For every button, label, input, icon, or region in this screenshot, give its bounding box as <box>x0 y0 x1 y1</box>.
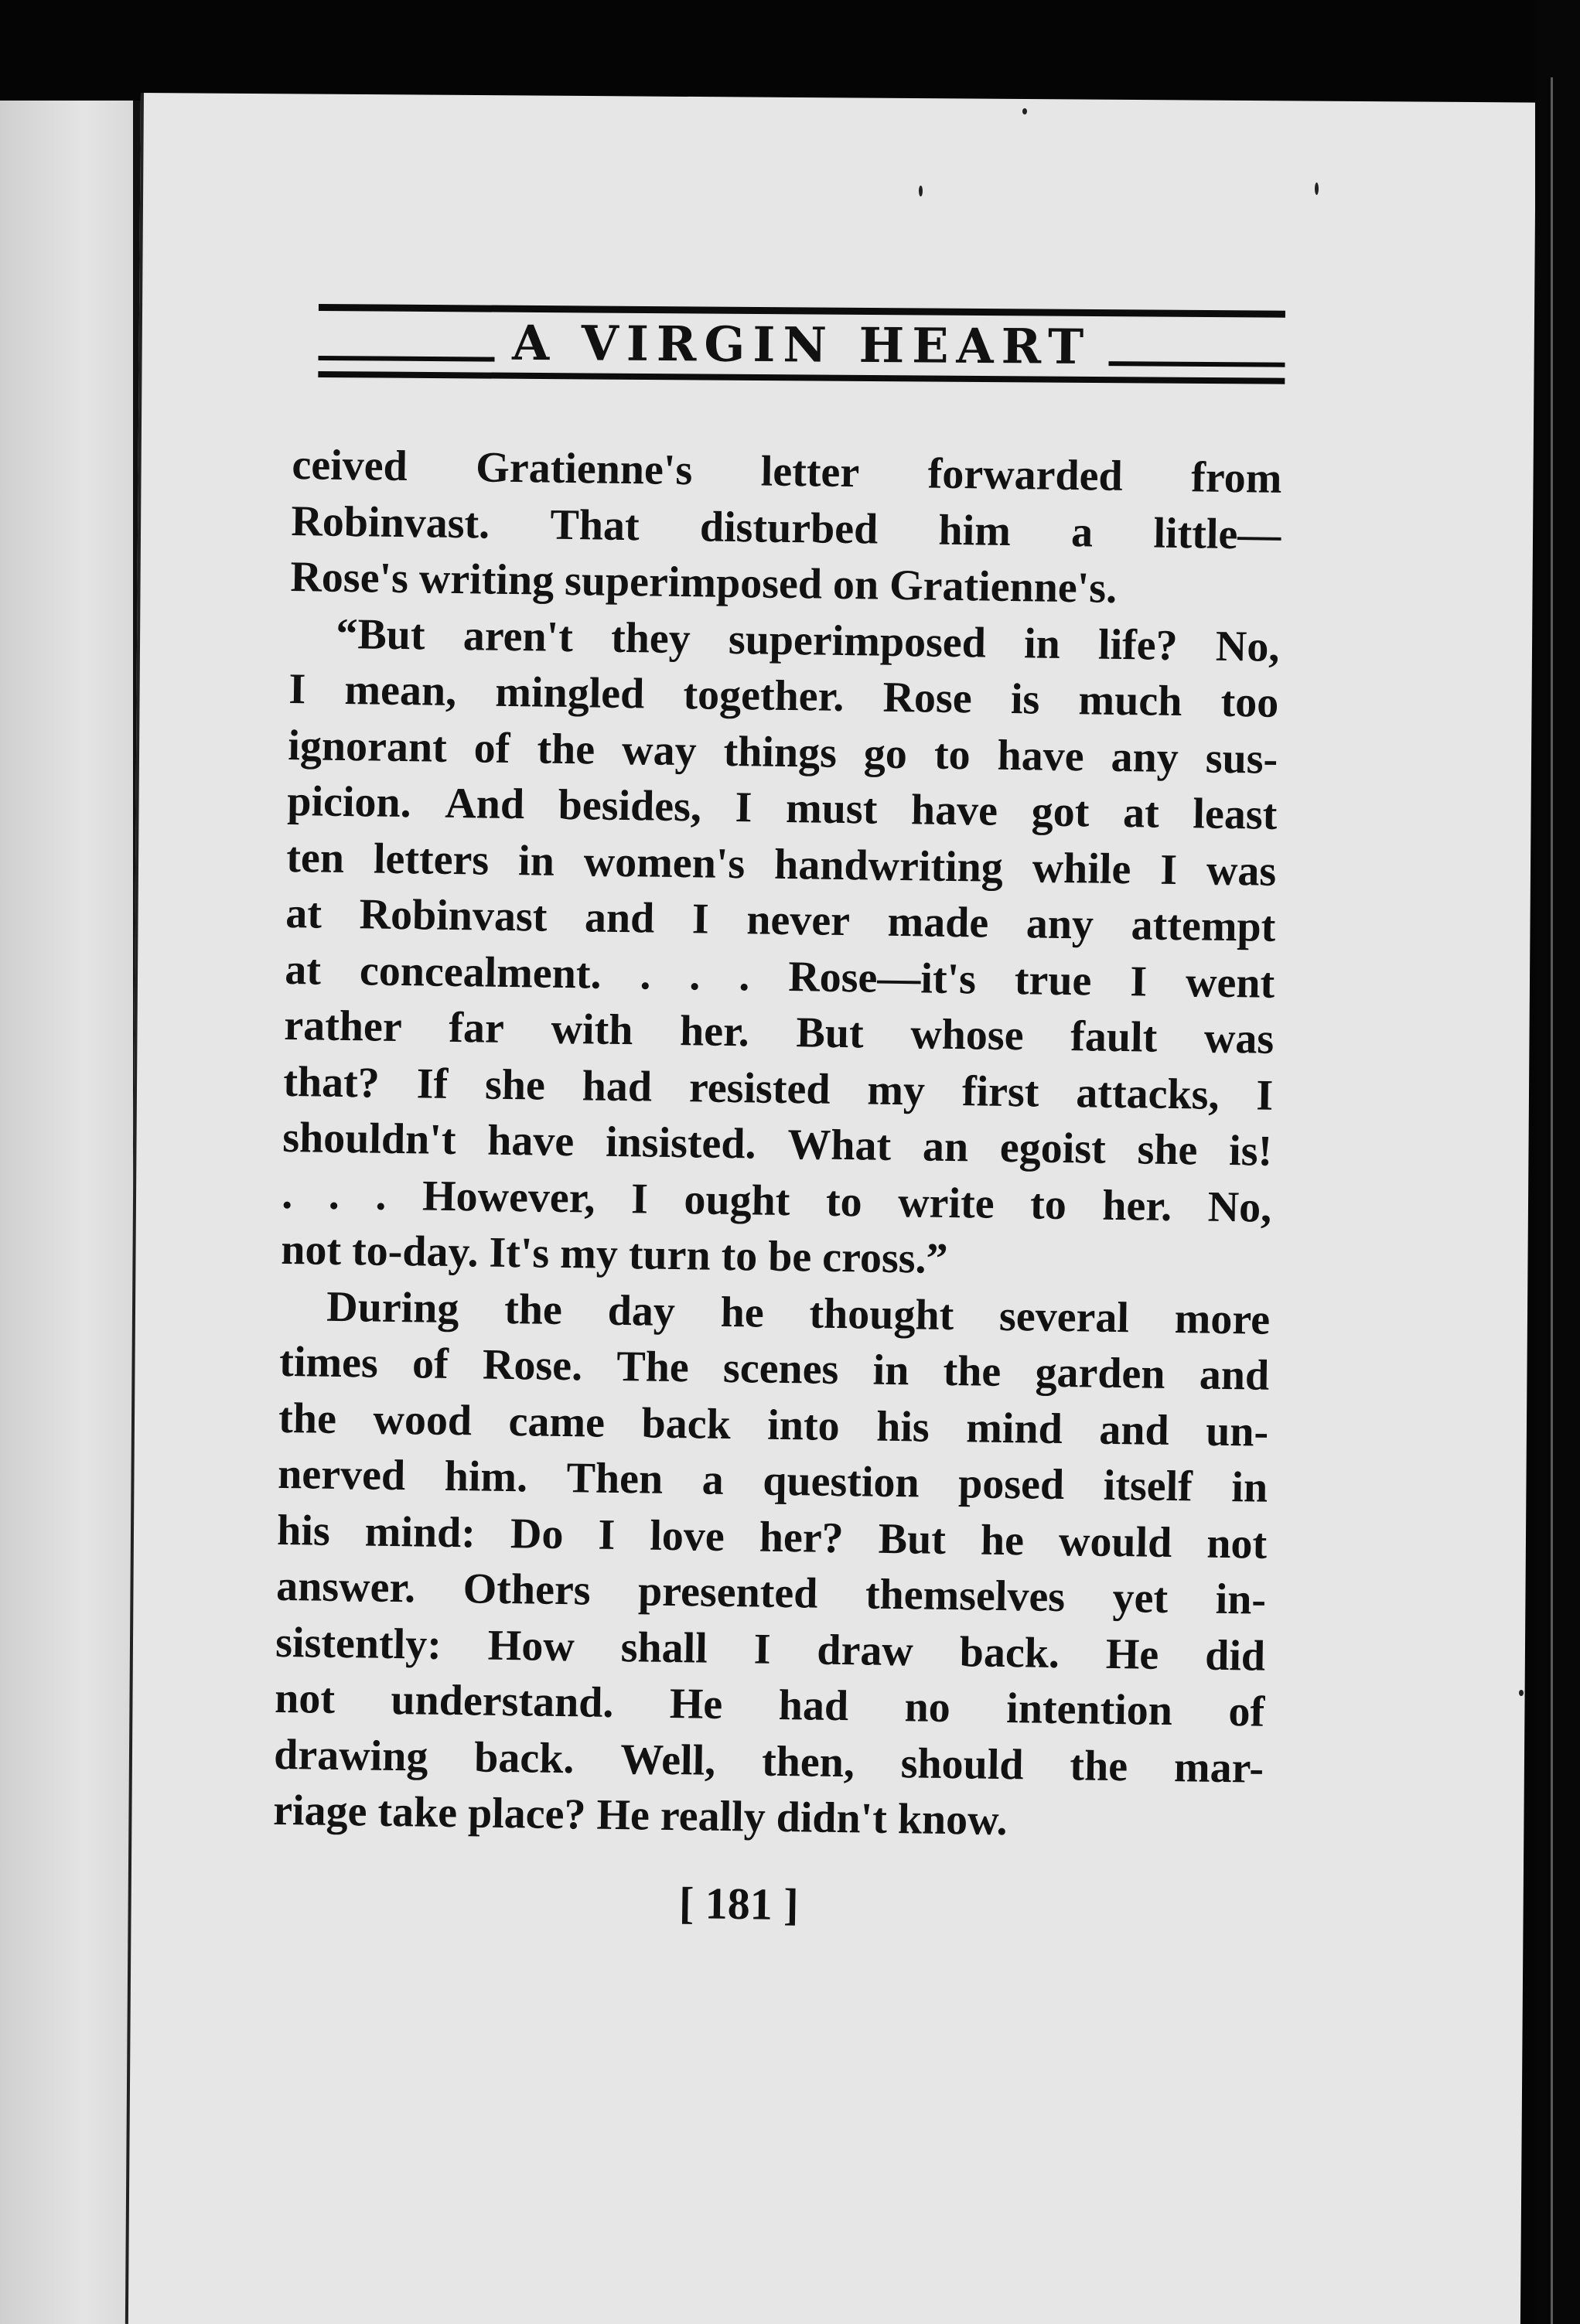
text-line: drawing back. Well, then, should the mar- <box>273 1730 1264 1793</box>
running-header <box>318 304 1285 384</box>
header-rule-left <box>318 356 495 362</box>
scan-speck <box>1022 108 1027 114</box>
scan-speck <box>1519 1690 1524 1696</box>
text-line: times of Rose. The scenes in the garden and <box>278 1337 1270 1400</box>
text-line: “But aren't they superimposed in life? No, <box>336 609 1280 671</box>
header-row <box>318 314 1285 375</box>
text-line: During the day he thought several more <box>326 1282 1271 1344</box>
scan-speck <box>1315 183 1319 195</box>
text-line: . . . However, I ought to write to her. No, <box>281 1169 1272 1232</box>
text-line: riage take place? He really didn't know. <box>272 1786 1008 1845</box>
text-line: ignorant of the way things go to have any sus- <box>288 721 1278 783</box>
text-line: shouldn't have insisted. What an egoist she is! <box>282 1113 1273 1176</box>
text-line: his mind: Do I love her? But he would not <box>276 1506 1268 1568</box>
text-line: not understand. He had no intention of <box>274 1674 1265 1736</box>
text-line: picion. And besides, I must have got at least <box>286 776 1278 839</box>
text-line: I mean, mingled together. Rose is much too <box>288 664 1279 727</box>
previous-page-edge <box>0 101 139 2324</box>
text-line: the wood came back into his mind and un- <box>278 1394 1269 1456</box>
header-title: A VIRGIN HEART <box>511 314 1092 375</box>
page-number: [ 181 ] <box>678 1877 800 1930</box>
text-line: sistently: How shall I draw back. He did <box>275 1618 1266 1681</box>
text-line: not to-day. It's my turn to be cross.” <box>280 1225 948 1283</box>
text-line: ceived Gratienne's letter forwarded from <box>292 440 1282 503</box>
text-line: Robinvast. That disturbed him a little— <box>291 497 1281 559</box>
body-text <box>273 437 1282 1852</box>
text-line: at Robinvast and I never made any attempt <box>285 889 1276 951</box>
text-line: nerved him. Then a question posed itself in <box>277 1449 1268 1512</box>
scan-speck <box>919 186 923 196</box>
text-line: at concealment. . . . Rose—it's true I went <box>284 945 1275 1008</box>
text-line: that? If she had resisted my first attacks, I <box>282 1057 1274 1120</box>
text-line: ten letters in women's handwriting while I was <box>285 833 1277 896</box>
header-rule-right <box>1108 361 1285 367</box>
page-edge-line <box>1551 77 1553 2324</box>
text-line: Rose's writing superimposed on Gratienne's. <box>290 552 1118 613</box>
text-line: answer. Others presented themselves yet in- <box>275 1561 1267 1624</box>
text-line: rather far with her. But whose fault was <box>283 1001 1275 1063</box>
scan-border <box>1535 0 1580 2324</box>
